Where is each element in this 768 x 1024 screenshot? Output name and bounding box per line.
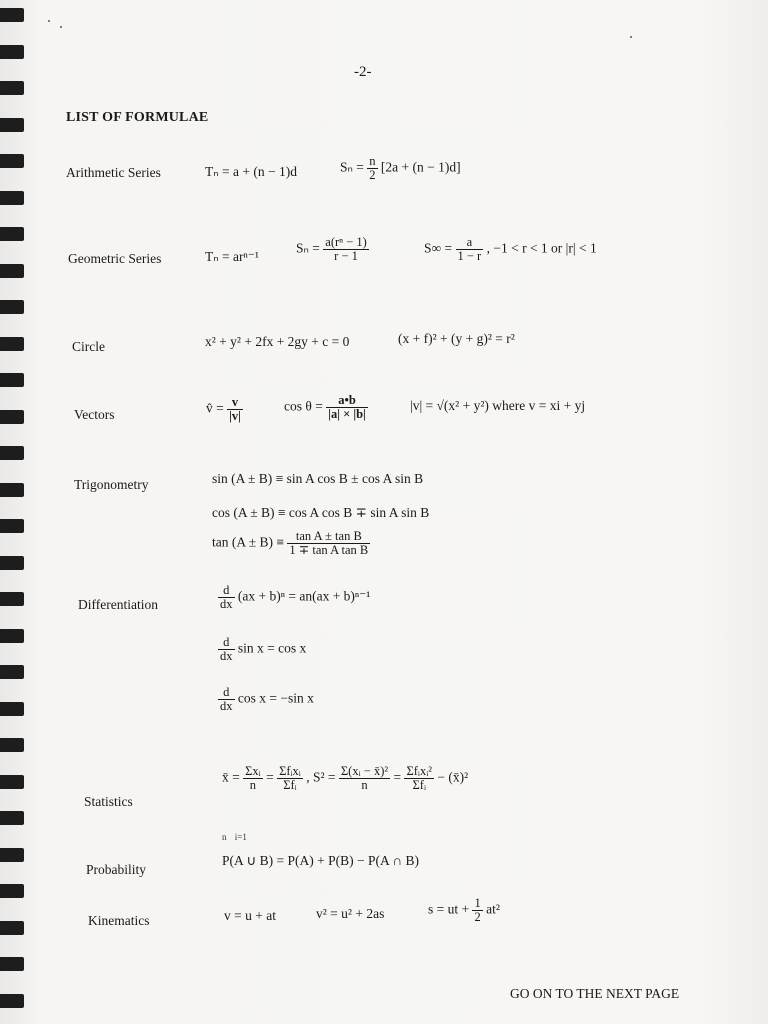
circle-standard-equation: (x + f)² + (y + g)² = r² bbox=[398, 331, 515, 346]
formula-lhs: v̂ = bbox=[206, 400, 224, 416]
dot-product-angle-formula bbox=[284, 394, 368, 421]
formula-lhs: Sₙ = bbox=[296, 240, 320, 256]
unit-vector-formula bbox=[206, 396, 243, 423]
differentiation-label: Differentiation bbox=[78, 597, 158, 612]
binding-tab bbox=[0, 81, 24, 95]
variance-rhs: − (x̄)² bbox=[437, 769, 469, 785]
displacement-formula bbox=[428, 897, 500, 924]
fraction-numerator: n bbox=[369, 154, 376, 168]
fraction-numerator: Σfᵢxᵢ² bbox=[406, 764, 433, 778]
fraction-denominator: dx bbox=[220, 699, 233, 714]
binding-tab bbox=[0, 118, 24, 132]
binding-tab bbox=[0, 556, 24, 570]
fraction-numerator: Σfᵢxᵢ bbox=[279, 764, 301, 778]
cos-compound-angle-formula: cos (A ± B) ≡ cos A cos B ∓ sin A sin B bbox=[212, 505, 430, 520]
sin-derivative-formula bbox=[218, 636, 306, 663]
trigonometry-label: Trigonometry bbox=[74, 477, 149, 492]
fraction-numerator: d bbox=[218, 584, 235, 598]
binding-tab bbox=[0, 738, 24, 752]
geometric-nth-term-formula: Tₙ = arⁿ⁻¹ bbox=[205, 249, 259, 264]
binding-tab bbox=[0, 483, 24, 497]
vector-magnitude-formula: |v| = √(x² + y²) where v = xi + yj bbox=[410, 398, 586, 413]
spiral-binding bbox=[0, 0, 30, 1024]
cos-derivative-formula bbox=[218, 686, 314, 713]
fraction-denominator: 1 − r bbox=[457, 249, 482, 264]
circle-label: Circle bbox=[72, 339, 105, 354]
fraction-denominator: 1 ∓ tan A tan B bbox=[289, 543, 369, 558]
fraction-denominator: 2 bbox=[474, 910, 481, 925]
binding-tab bbox=[0, 519, 24, 533]
derivative-operator bbox=[218, 686, 235, 713]
binding-tab bbox=[0, 373, 24, 387]
fraction-numerator: a bbox=[456, 236, 484, 250]
fraction-denominator: n bbox=[249, 778, 257, 793]
vectors-label: Vectors bbox=[74, 407, 115, 422]
sin-compound-angle-formula: sin (A ± B) ≡ sin A cos B ± cos A sin B bbox=[212, 471, 424, 486]
fraction-numerator: v bbox=[227, 396, 243, 410]
statistics-label: Statistics bbox=[84, 794, 133, 809]
geometric-sum-to-infinity-formula bbox=[424, 236, 597, 263]
derivative-operator bbox=[218, 636, 235, 663]
binding-tab bbox=[0, 702, 24, 716]
fraction bbox=[456, 236, 484, 263]
fraction-denominator: Σfᵢ bbox=[412, 778, 426, 793]
fraction-numerator: 1 bbox=[474, 896, 481, 910]
binding-tab bbox=[0, 300, 24, 314]
formula-rhs: [2a + (n − 1)d] bbox=[380, 159, 461, 175]
tan-compound-angle-formula bbox=[212, 530, 370, 557]
fraction-denominator: Σfᵢ bbox=[283, 778, 297, 793]
circle-general-equation: x² + y² + 2fx + 2gy + c = 0 bbox=[205, 334, 350, 349]
probability-union-formula: P(A ∪ B) = P(A) + P(B) − P(A ∩ B) bbox=[222, 853, 419, 868]
binding-tab bbox=[0, 45, 24, 59]
binding-tab bbox=[0, 994, 24, 1008]
summation-limits-note bbox=[222, 832, 247, 842]
formula-lhs: cos θ = bbox=[284, 398, 323, 414]
fraction-numerator: a(rⁿ − 1) bbox=[325, 235, 367, 249]
fraction-numerator: d bbox=[218, 636, 235, 650]
next-page-instruction: GO ON TO THE NEXT PAGE bbox=[510, 986, 680, 1001]
fraction-numerator: Σ(xᵢ − x̄)² bbox=[340, 764, 389, 778]
binding-tab bbox=[0, 592, 24, 606]
fraction bbox=[339, 765, 390, 792]
binding-tab bbox=[0, 665, 24, 679]
binding-tab bbox=[0, 884, 24, 898]
velocity-squared-formula: v² = u² + 2as bbox=[316, 906, 385, 921]
page-number: -2- bbox=[354, 64, 372, 80]
fraction bbox=[472, 897, 482, 924]
derivative-operator bbox=[218, 584, 235, 611]
arithmetic-series-label: Arithmetic Series bbox=[66, 165, 161, 180]
page-title: LIST OF FORMULAE bbox=[66, 110, 209, 125]
fraction-numerator: tan A ± tan B bbox=[287, 530, 370, 544]
fraction-denominator: dx bbox=[220, 649, 233, 664]
fraction-denominator: |a| × |b| bbox=[328, 407, 366, 422]
binding-tab bbox=[0, 264, 24, 278]
formula-rhs: at² bbox=[486, 901, 500, 917]
formula-rhs: sin x = cos x bbox=[237, 640, 307, 656]
binding-tab bbox=[0, 811, 24, 825]
binding-tab bbox=[0, 848, 24, 862]
variance-lhs: , S² = bbox=[306, 769, 336, 785]
geometric-series-label: Geometric Series bbox=[68, 251, 162, 266]
binding-tab bbox=[0, 410, 24, 424]
mean-and-variance-formula: x̄ = $\frac{\text{Σxᵢ}}{n}$ = $\frac{\text{Σfᵢxᵢ}}{\text{Σfᵢ}}$ , S² = $\frac{\text{Σ(xᵢ − x̄)²}}{n}$ = $\frac{\text{Σfᵢxᵢ²}}{\text{Σfᵢ}}$ − (x̄)² bbox=[222, 764, 469, 793]
fraction-denominator: r − 1 bbox=[334, 249, 358, 264]
binding-tab bbox=[0, 446, 24, 460]
fraction bbox=[287, 530, 370, 557]
fraction-denominator: |v| bbox=[229, 409, 241, 424]
sum-lower-limit: i=1 bbox=[234, 832, 247, 842]
fraction bbox=[227, 396, 243, 423]
ink-speck bbox=[60, 26, 62, 28]
formula-lhs: s = ut + bbox=[428, 901, 470, 917]
binding-tab bbox=[0, 154, 24, 168]
binding-tab bbox=[0, 921, 24, 935]
binding-tab bbox=[0, 337, 24, 351]
power-chain-derivative-formula bbox=[218, 584, 370, 611]
fraction-numerator: d bbox=[218, 686, 235, 700]
fraction bbox=[243, 765, 263, 792]
fraction bbox=[326, 394, 368, 421]
binding-tab bbox=[0, 191, 24, 205]
fraction bbox=[323, 236, 369, 263]
fraction bbox=[367, 155, 377, 182]
fraction-denominator: n bbox=[361, 778, 368, 793]
velocity-formula: v = u + at bbox=[224, 908, 276, 923]
binding-tab bbox=[0, 227, 24, 241]
arithmetic-sum-formula bbox=[340, 155, 461, 182]
geometric-sum-formula bbox=[296, 236, 369, 263]
sum-upper-limit: n bbox=[222, 832, 227, 842]
binding-tab bbox=[0, 775, 24, 789]
arithmetic-nth-term-formula: Tₙ = a + (n − 1)d bbox=[205, 164, 297, 179]
binding-tab bbox=[0, 8, 24, 22]
kinematics-label: Kinematics bbox=[88, 913, 150, 928]
fraction bbox=[277, 765, 303, 792]
ink-speck bbox=[48, 20, 50, 22]
fraction-denominator: dx bbox=[220, 597, 233, 612]
fraction bbox=[404, 765, 434, 792]
fraction-denominator: 2 bbox=[369, 168, 376, 183]
fraction-numerator: a•b bbox=[326, 394, 368, 408]
formula-rhs: (ax + b)ⁿ = an(ax + b)ⁿ⁻¹ bbox=[237, 588, 371, 604]
binding-tab bbox=[0, 957, 24, 971]
ink-speck bbox=[630, 36, 632, 38]
formula-rhs: cos x = −sin x bbox=[237, 690, 314, 706]
mean-lhs: x̄ = bbox=[222, 769, 240, 785]
probability-label: Probability bbox=[86, 862, 146, 877]
binding-tab bbox=[0, 629, 24, 643]
formula-lhs: tan (A ± B) ≡ bbox=[212, 534, 285, 550]
formula-rhs: , −1 < r < 1 or |r| < 1 bbox=[486, 240, 597, 256]
formula-lhs: S∞ = bbox=[424, 240, 453, 256]
fraction-numerator: Σxᵢ bbox=[245, 764, 261, 778]
formula-lhs: Sₙ = bbox=[340, 159, 364, 175]
